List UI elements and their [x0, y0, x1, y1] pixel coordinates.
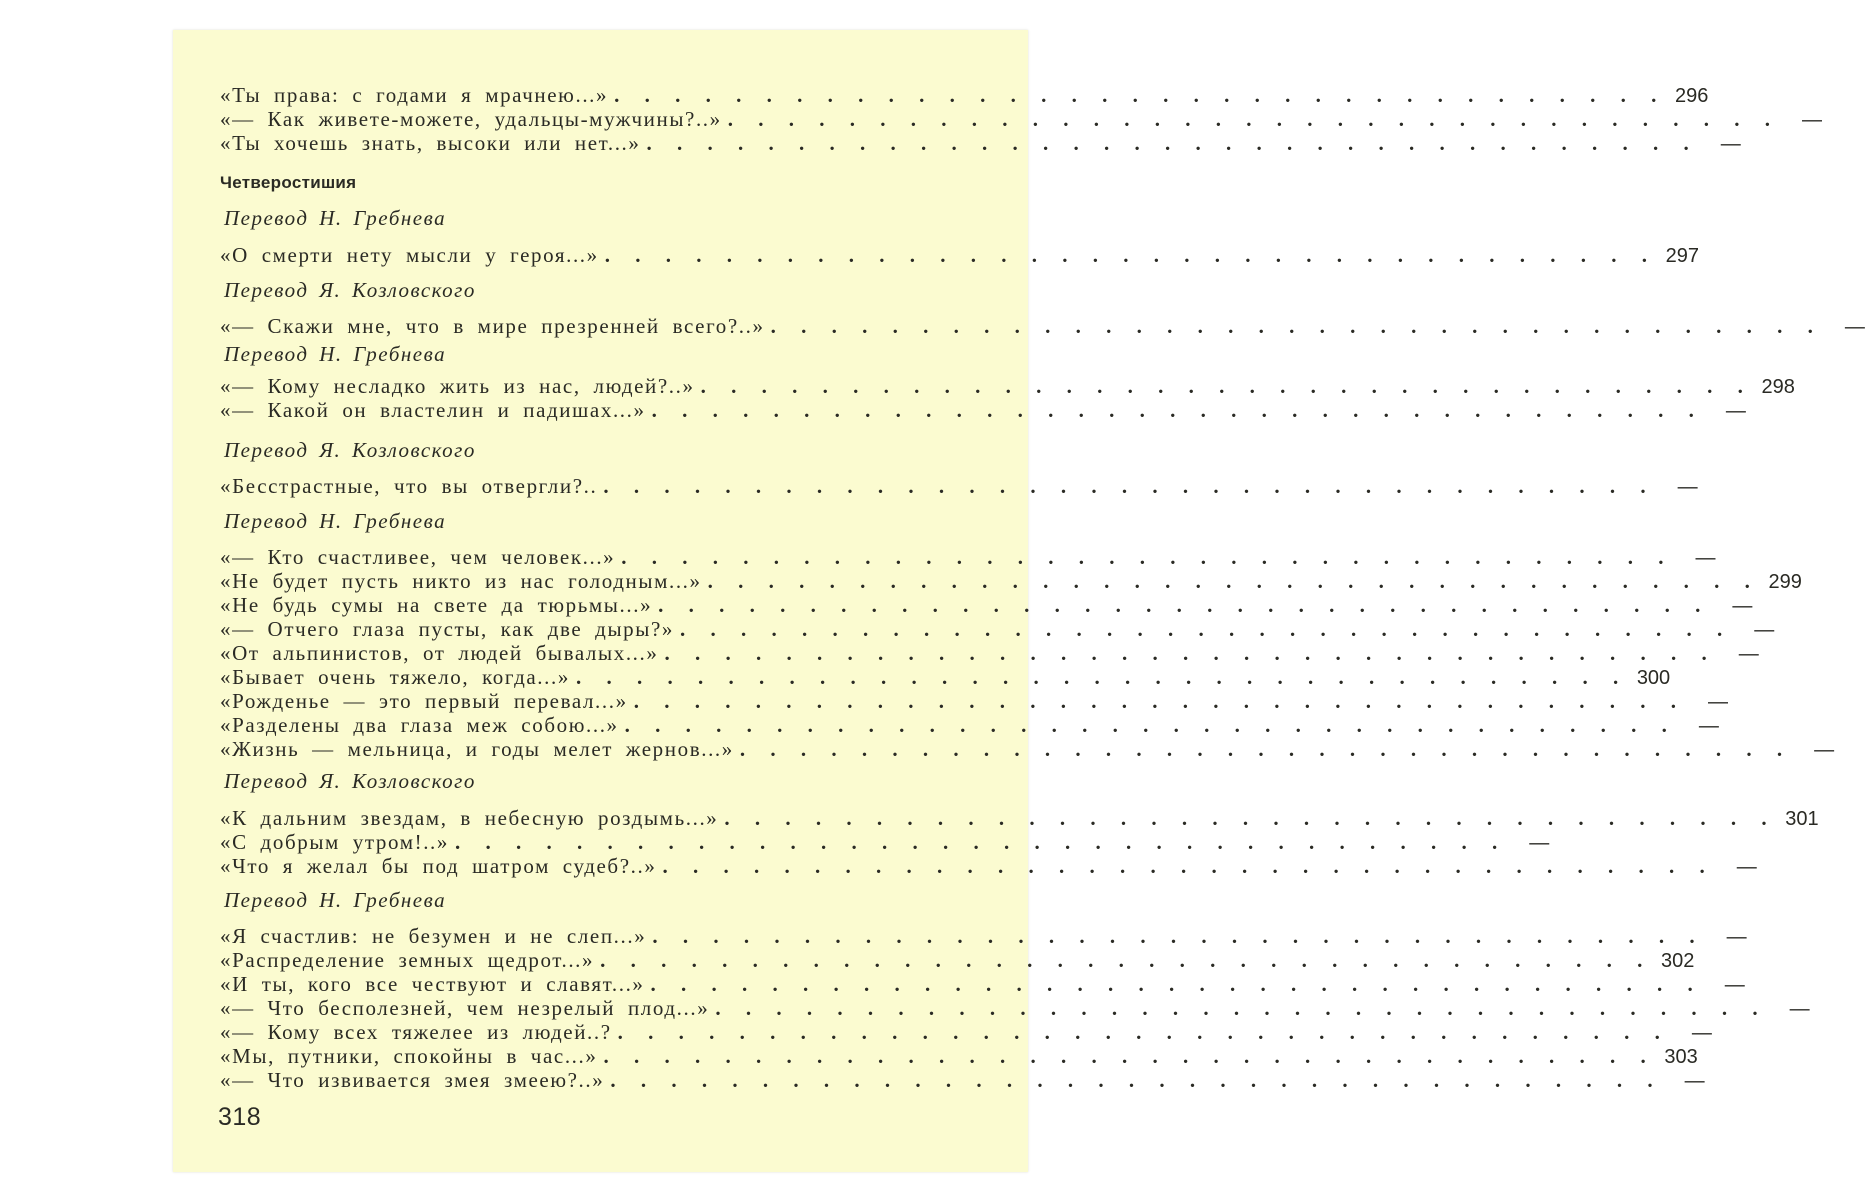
book-page: [173, 30, 1865, 1172]
entry-title: «Распределение земных щедрот...»: [220, 948, 595, 972]
entry-title: «— Кому несладко жить из нас, людей?..»: [220, 374, 695, 398]
entry-page: —: [1684, 1070, 1705, 1092]
entry-title: «— Как живете-можете, удальцы-мужчины?..»: [220, 107, 722, 131]
entry-page: —: [1677, 476, 1698, 498]
dot-leader: . . . . . . . . . . . . . . . . . . . . . . . . . . . . . . . . . . .: [600, 948, 1653, 972]
entry-page: —: [1691, 1022, 1712, 1044]
toc-entry: [220, 131, 1741, 156]
dot-leader: . . . . . . . . . . . . . . . . . . . . . . . . . . . . . . . . . . .: [617, 1020, 1670, 1044]
entry-title: «Бывает очень тяжело, когда...»: [220, 665, 570, 689]
dot-leader: . . . . . . . . . . . . . . . . . . . . . . . . . . . . . . . . . . .: [621, 545, 1674, 569]
toc-entry: [220, 617, 1775, 642]
toc-entry: [220, 996, 1810, 1021]
entry-page: 303: [1664, 1046, 1698, 1068]
entry-page: 296: [1675, 85, 1709, 107]
dot-leader: . . . . . . . . . . . . . . . . . . . . . . . . . . . . . . . . . . .: [662, 854, 1715, 878]
entry-title: «Не будет пусть никто из нас голодным...»: [220, 569, 702, 593]
entry-title: «Жизнь — мельница, и годы мелет жернов...»: [220, 737, 734, 761]
toc-entry: [220, 374, 1795, 399]
entry-title: «И ты, кого все чествуют и славят...»: [220, 972, 645, 996]
entry-title: «— Отчего глаза пусты, как две дыры?»: [220, 617, 675, 641]
dot-leader: . . . . . . . . . . . . . . . . . . . . . . . . . . . . . . . . . . .: [652, 924, 1705, 948]
toc-entry: [220, 1044, 1698, 1069]
entry-title: «— Какой он властелин и падишах...»: [220, 398, 646, 422]
entry-page: 301: [1785, 808, 1819, 830]
entry-page: —: [1738, 643, 1759, 665]
toc-entry: [220, 924, 1747, 949]
dot-leader: . . . . . . . . . . . . . . . . . . . . . . . . . . . . . . . . . . .: [651, 398, 1704, 422]
dot-leader: . . . . . . . . . . . . . . . . . . . . . . . . . . . . . . . . . . .: [633, 689, 1686, 713]
entry-page: —: [1732, 595, 1753, 617]
toc-entry: [220, 830, 1550, 855]
entry-title: «Разделены два глаза меж собою...»: [220, 713, 619, 737]
entry-page: —: [1802, 109, 1823, 131]
entry-title: «С добрым утром!..»: [220, 830, 449, 854]
toc-entry: [220, 948, 1695, 973]
dot-leader: . . . . . . . . . . . . . . . . . . . . . . . . . . . . . . . . . . .: [575, 665, 1629, 689]
entry-title: «Мы, путники, спокойны в час...»: [220, 1044, 598, 1068]
toc-entry: [220, 665, 1671, 690]
page-number: 318: [218, 1103, 262, 1131]
translator-heading: Перевод Н. Гребнева: [224, 509, 447, 533]
toc-entry: [220, 314, 1865, 339]
entry-page: 297: [1665, 245, 1699, 267]
dot-leader: . . . . . . . . . . . . . . . . . . . . . . . . . . . . . . . . . . .: [614, 83, 1667, 107]
entry-page: —: [1529, 832, 1550, 854]
dot-leader: . . . . . . . . . . . . . . . . . . . . . . . . . . . . . . . . . . .: [624, 713, 1677, 737]
dot-leader: . . . . . . . . . . . . . . . . . . . . . . . . . . . . . . . . . . .: [707, 569, 1760, 593]
dot-leader: . . . . . . . . . . . . . . . . . . . . . . . . . . . . . . . . . . .: [727, 107, 1781, 131]
entry-page: —: [1695, 547, 1716, 569]
entry-title: «О смерти нету мысли у героя...»: [220, 243, 599, 267]
entry-page: —: [1736, 856, 1757, 878]
dot-leader: . . . . . . . . . . . . . . . . . . . . . . . . . . . . . . . . . . .: [724, 806, 1777, 830]
toc-entry: [220, 737, 1835, 762]
entry-title: «Что я желал бы под шатром судеб?..»: [220, 854, 657, 878]
entry-page: 302: [1661, 950, 1695, 972]
entry-page: 299: [1768, 571, 1802, 593]
toc-entry: [220, 83, 1709, 108]
entry-page: —: [1789, 998, 1810, 1020]
toc-entry: [220, 1068, 1705, 1093]
translator-heading: Перевод Я. Козловского: [224, 769, 476, 793]
dot-leader: . . . . . . . . . . . . . . . . . . . . . . . . . . . . . . . . . . .: [680, 617, 1733, 641]
translator-heading: Перевод Я. Козловского: [224, 438, 476, 462]
entry-page: 300: [1636, 667, 1671, 689]
entry-page: —: [1814, 739, 1835, 761]
dot-leader: . . . . . . . . . . . . . . . . . . . . . . . . . . . . . . . . . . .: [646, 131, 1699, 155]
entry-title: «— Кому всех тяжелее из людей..?: [220, 1020, 612, 1044]
dot-leader: . . . . . . . . . . . . . . . . . . . . . . . . . . . . . . . . . . .: [603, 474, 1656, 498]
entry-title: «— Скажи мне, что в мире презренней всего?..»: [220, 314, 765, 338]
toc-entry: [220, 972, 1745, 997]
toc-entry: [220, 243, 1699, 268]
dot-leader: . . . . . . . . . . . . . . . . . . . . . . . . . . . . . . . . . . .: [658, 593, 1711, 617]
toc-entry: [220, 713, 1719, 738]
toc-entry: [220, 689, 1728, 714]
dot-leader: . . . . . . . . . . . . . . . . . . . . . . . . . . . . . . . . . . .: [604, 243, 1657, 267]
dot-leader: . . . . . . . . . . . . . . . . . . . . . . . . . . . . . . . . . . .: [770, 314, 1823, 338]
toc-entry: [220, 474, 1698, 499]
dot-leader: . . . . . . . . . . . . . . . . . . . . . . . . . . . . . . . . . . .: [610, 1068, 1663, 1092]
entry-title: «Ты хочешь знать, высоки или нет...»: [220, 131, 641, 155]
entry-title: «От альпинистов, от людей бывалых...»: [220, 641, 659, 665]
entry-title: «Я счастлив: не безумен и не слеп...»: [220, 924, 647, 948]
dot-leader: . . . . . . . . . . . . . . . . . . . . . . . . . . . . . . . . . . .: [700, 374, 1753, 398]
entry-title: «К дальним звездам, в небесную роздымь...»: [220, 806, 719, 830]
entry-page: —: [1725, 400, 1746, 422]
entry-page: —: [1698, 715, 1719, 737]
translator-heading: Перевод Я. Козловского: [224, 278, 476, 302]
entry-title: «Рожденье — это первый перевал...»: [220, 689, 628, 713]
entry-page: —: [1707, 691, 1728, 713]
dot-leader: . . . . . . . . . . . . . . . . . . . . . . . . . . . . . . . . . . .: [739, 737, 1793, 761]
toc-entry: [220, 398, 1746, 423]
entry-page: —: [1724, 974, 1745, 996]
toc-entry: [220, 854, 1757, 879]
entry-title: «Ты права: с годами я мрачнею...»: [220, 83, 609, 107]
translator-heading: Перевод Н. Гребнева: [224, 888, 447, 912]
entry-title: «Бесстрастные, что вы отвергли?..: [220, 474, 598, 498]
entry-page: —: [1726, 926, 1747, 948]
translator-heading: Перевод Н. Гребнева: [224, 342, 447, 366]
dot-leader: . . . . . . . . . . . . . . . . . . . . . . . . . . . . . . . . . . .: [650, 972, 1703, 996]
toc-entry: [220, 569, 1802, 594]
toc-entry: [220, 641, 1759, 666]
entry-page: —: [1754, 619, 1775, 641]
section-heading: Четверостишия: [220, 173, 357, 192]
entry-title: «— Что извивается змея змеею?..»: [220, 1068, 605, 1092]
toc-entry: [220, 107, 1823, 132]
translator-heading: Перевод Н. Гребнева: [224, 206, 447, 230]
toc-entry: [220, 806, 1819, 831]
dot-leader: . . . . . . . . . . . . . . . . . . . . . . . . . . . . . . . . . . .: [603, 1044, 1656, 1068]
dot-leader: . . . . . . . . . . . . . . . . . . . . . . . . . . . . . . . . . . .: [455, 830, 1508, 854]
toc-entry: [220, 1020, 1712, 1045]
toc-entry: [220, 545, 1716, 570]
entry-page: —: [1720, 133, 1741, 155]
entry-title: «— Что бесполезней, чем незрелый плод...»: [220, 996, 710, 1020]
dot-leader: . . . . . . . . . . . . . . . . . . . . . . . . . . . . . . . . . . .: [664, 641, 1717, 665]
entry-page: —: [1844, 316, 1865, 338]
entry-page: 298: [1761, 376, 1795, 398]
dot-leader: . . . . . . . . . . . . . . . . . . . . . . . . . . . . . . . . . . .: [715, 996, 1768, 1020]
toc-entry: [220, 593, 1753, 618]
entry-title: «Не будь сумы на свете да тюрьмы...»: [220, 593, 653, 617]
entry-title: «— Кто счастливее, чем человек...»: [220, 545, 616, 569]
